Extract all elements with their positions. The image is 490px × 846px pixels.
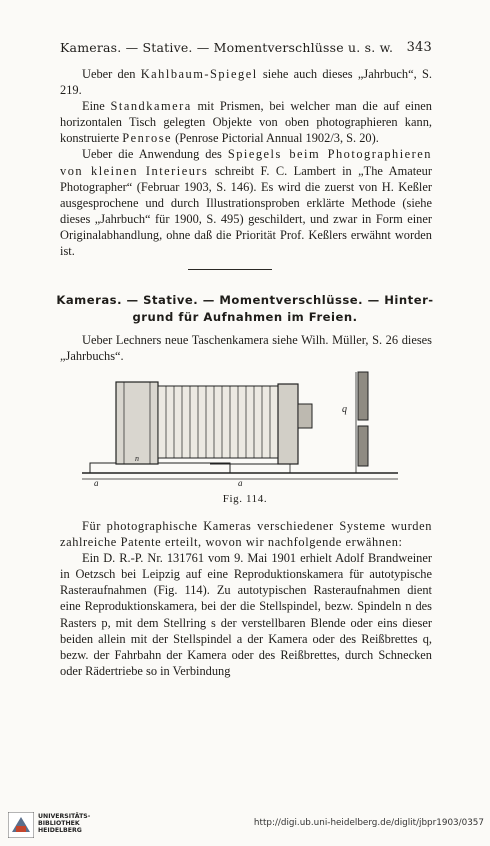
section-heading-line-2: grund für Aufnahmen im Freien.: [132, 310, 358, 324]
running-title: Kameras. — Stative. — Momentverschlüsse u. s. w.: [60, 40, 394, 55]
camera-illustration: [80, 368, 400, 488]
paragraph-kahlbaum: Ueber den Kahlbaum-Spiegel siehe auch dieses „Jahrbuch“, S. 219.: [60, 67, 432, 98]
digitization-footer: [0, 806, 490, 846]
paragraph-spiegel: Ueber die Anwendung des Spiegels beim Photographieren von kleinen Interieurs schreibt F. C. Lambert in „The Amateur Photographer“ (Februar 1903, S. 146). Es wird die zuerst von H. Keßler ausgesprochene und durch Illustrationsproben erklärte Methode (siehe dieses „Jahrbuch“ für 1900, S. 495) geschildert, und zwar in Form einer Originalabhandlung, ohne daß die Priorität Prof. Keßlers erwähnt worden ist.: [60, 147, 432, 259]
source-url-link[interactable]: http://digi.ub.uni-heidelberg.de/diglit/jbpr1903/0357: [253, 818, 484, 828]
bottom-text-block: [60, 518, 432, 679]
intro-text-block: [60, 332, 432, 364]
top-text-block: [60, 66, 432, 259]
section-heading-line-1: Kameras. — Stative. — Momentverschlüsse. — Hinter-: [56, 293, 434, 307]
library-name: UNIVERSITÄTS- BIBLIOTHEK HEIDELBERG: [38, 813, 91, 835]
figure-caption: Fig. 114.: [222, 493, 268, 505]
label-n: n: [135, 454, 139, 463]
paragraph-brandweiner: Ein D. R.-P. Nr. 131761 vom 9. Mai 1901 erhielt Adolf Brandweiner in Oetzsch bei Leipzig auf eine Reproduktionskamera für autotypische Rasteraufnahmen (Fig. 114). Zu autotypischen Rasteraufnahmen dient eine Reproduktionskamera, bei der die Stellspindel, bezw. Spindeln n des Rasters p, mit dem Stellring s der verstellbaren Blende oder eins dieser beiden allein mit der Stellspindel a der Kamera oder des Reißbrettes q, bezw. der Fahrbahn der Kamera oder des Reißbrettes, durch Schnecken oder Rädertriebe so in Verbindung: [60, 551, 432, 678]
label-a-left: a: [94, 478, 99, 488]
paragraph-standkamera: Eine Standkamera mit Prismen, bei welcher man die auf einen horizontalen Tisch gelegten Objekte von oben photographieren kann, konstruierte Penrose (Penrose Pictorial Annual 1902/3, S. 20).: [60, 99, 432, 146]
page-number: 343: [406, 40, 432, 55]
section-divider: [188, 269, 272, 270]
label-a-right: a: [238, 478, 243, 488]
label-q: q: [342, 404, 347, 415]
university-library-logo-icon: [8, 812, 34, 838]
paragraph-lechner: Ueber Lechners neue Taschenkamera siehe Wilh. Müller, S. 26 dieses „Jahrbuchs“.: [60, 333, 432, 364]
section-heading: [30, 292, 460, 326]
paragraph-patents: Für photographische Kameras verschiedener Systeme wurden zahlreiche Patente erteilt, wovon wir nachfolgende erwähnen:: [60, 519, 432, 550]
